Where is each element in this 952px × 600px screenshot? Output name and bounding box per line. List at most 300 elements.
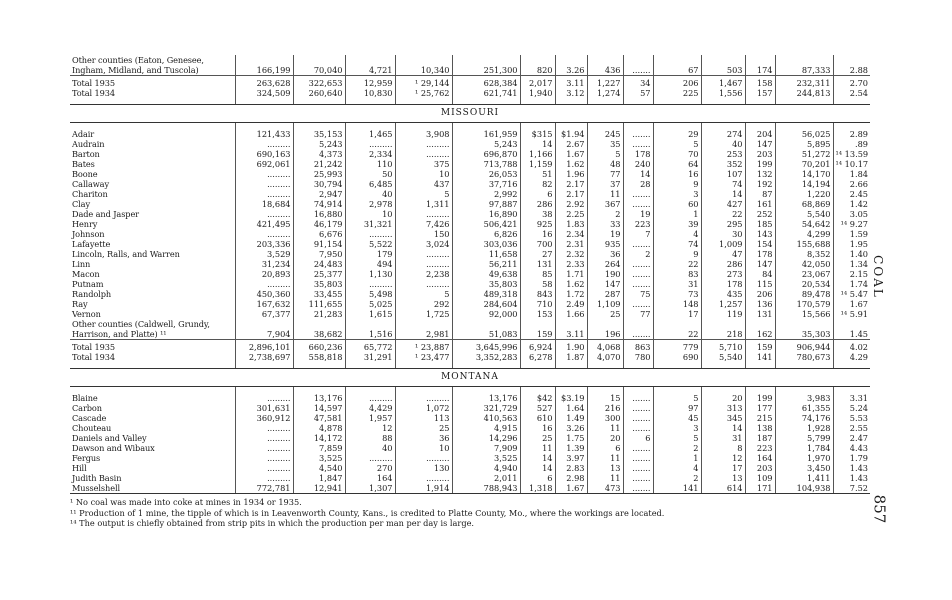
table-cell: 5,710 — [701, 340, 745, 353]
table-cell: 5,895 — [775, 139, 833, 149]
table-cell: 2.33 — [555, 259, 587, 269]
table-row — [70, 259, 870, 269]
table-cell: ......... — [235, 473, 293, 483]
table-cell: 8,352 — [775, 249, 833, 259]
table-cell: 788,943 — [452, 483, 520, 493]
table-cell: 35,153 — [293, 129, 345, 139]
table-cell: 57 — [623, 88, 653, 98]
table-cell: 1,274 — [587, 88, 623, 98]
row-label: Clay — [72, 199, 90, 209]
table-cell: 2.17 — [555, 179, 587, 189]
table-cell: 1.43 — [833, 473, 870, 483]
table-cell: ......... — [235, 279, 293, 289]
table-cell: 5,540 — [701, 352, 745, 362]
table-cell: 3,450 — [775, 463, 833, 473]
footnote: ¹ No coal was made into coke at mines in 1934 or 1935. — [70, 497, 302, 507]
table-cell: $42 — [520, 393, 555, 403]
table-cell: 494 — [345, 259, 395, 269]
table-cell: 11 — [587, 453, 623, 463]
table-cell: 628,384 — [452, 76, 520, 89]
total-row — [70, 352, 870, 362]
table-cell: 164 — [345, 473, 395, 483]
row-label: Blaine — [72, 393, 98, 403]
montana-table — [70, 387, 870, 493]
table-cell — [745, 55, 775, 65]
table-cell: 130 — [395, 463, 452, 473]
table-cell — [452, 319, 520, 329]
row-label: Harrison, and Platte) ¹¹ — [72, 329, 167, 339]
table-cell: 141 — [653, 483, 701, 493]
table-cell: 660,236 — [293, 340, 345, 353]
table-cell: 2.15 — [833, 269, 870, 279]
table-cell: 5,243 — [293, 139, 345, 149]
table-cell: 1,009 — [701, 239, 745, 249]
table-cell: 82 — [520, 179, 555, 189]
table-cell: 143 — [745, 229, 775, 239]
table-cell: 3.05 — [833, 209, 870, 219]
table-cell: ......... — [235, 443, 293, 453]
table-cell: 29 — [653, 129, 701, 139]
table-cell: 1,914 — [395, 483, 452, 493]
table-cell: 206 — [745, 289, 775, 299]
table-cell: ......... — [345, 279, 395, 289]
table-cell: 85 — [520, 269, 555, 279]
table-cell: 33,455 — [293, 289, 345, 299]
table-cell: 13,176 — [293, 393, 345, 403]
table-cell: 164 — [745, 453, 775, 463]
table-cell: 13 — [587, 463, 623, 473]
table-cell: 1.84 — [833, 169, 870, 179]
table-cell: 111,655 — [293, 299, 345, 309]
table-cell: 1.83 — [555, 219, 587, 229]
missouri-table — [70, 123, 870, 368]
table-row — [70, 139, 870, 149]
table-row — [70, 309, 870, 319]
table-cell: 223 — [745, 443, 775, 453]
table-cell: ....... — [623, 413, 653, 423]
table-cell: 2.32 — [555, 249, 587, 259]
table-row — [70, 189, 870, 199]
table-cell: 4,721 — [345, 65, 395, 76]
table-cell: 6 — [520, 473, 555, 483]
table-cell: 5,243 — [452, 139, 520, 149]
table-cell: 9 — [653, 249, 701, 259]
table-cell — [587, 55, 623, 65]
table-cell: 7.52 — [833, 483, 870, 493]
table-cell: 225 — [653, 88, 701, 98]
table-cell: 253 — [701, 149, 745, 159]
footnote-divider — [70, 493, 870, 494]
table-cell: 4,940 — [452, 463, 520, 473]
table-cell: 352 — [701, 159, 745, 169]
table-cell: 87 — [745, 189, 775, 199]
table-cell: 61,355 — [775, 403, 833, 413]
table-row — [70, 55, 870, 65]
table-cell: 203,336 — [235, 239, 293, 249]
table-cell: 178 — [745, 249, 775, 259]
table-cell: 2,947 — [293, 189, 345, 199]
table-cell: 40 — [345, 443, 395, 453]
table-cell: 4.29 — [833, 352, 870, 362]
table-cell: 1,940 — [520, 88, 555, 98]
table-cell: 19 — [623, 209, 653, 219]
table-cell: 270 — [345, 463, 395, 473]
table-cell: 12,959 — [345, 76, 395, 89]
table-cell: 1,928 — [775, 423, 833, 433]
table-cell: 33 — [587, 219, 623, 229]
table-cell: 203 — [745, 463, 775, 473]
top-table-body — [70, 55, 870, 104]
row-label: Lafayette — [72, 239, 111, 249]
table-cell — [452, 55, 520, 65]
table-cell: ......... — [395, 149, 452, 159]
table-cell: 7 — [623, 229, 653, 239]
table-cell: ....... — [623, 65, 653, 76]
table-cell: 74,176 — [775, 413, 833, 423]
table-cell: 1,159 — [520, 159, 555, 169]
table-cell: 506,421 — [452, 219, 520, 229]
table-cell: 232,311 — [775, 76, 833, 89]
table-cell: 25 — [395, 423, 452, 433]
table-cell: 4,299 — [775, 229, 833, 239]
table-cell: 68,869 — [775, 199, 833, 209]
table-cell: ¹⁴ 9.27 — [833, 219, 870, 229]
table-cell: ......... — [235, 453, 293, 463]
table-cell: 1.95 — [833, 239, 870, 249]
row-label: Other counties (Eaton, Genesee, — [72, 55, 204, 65]
total-row — [70, 76, 870, 89]
table-row — [70, 239, 870, 249]
table-cell: 56,211 — [452, 259, 520, 269]
row-label: Carbon — [72, 403, 102, 413]
table-cell: ....... — [623, 403, 653, 413]
table-cell: 89,478 — [775, 289, 833, 299]
table-cell: 489,318 — [452, 289, 520, 299]
table-cell: 1,784 — [775, 443, 833, 453]
table-cell: 450,360 — [235, 289, 293, 299]
table-cell: 22 — [653, 329, 701, 340]
row-label: Daniels and Valley — [72, 433, 147, 443]
table-cell: 3,529 — [235, 249, 293, 259]
table-cell: ¹⁴ 13.59 — [833, 149, 870, 159]
table-cell: 436 — [587, 65, 623, 76]
table-cell: 421,495 — [235, 219, 293, 229]
table-cell: 5 — [587, 149, 623, 159]
table-cell: 14,597 — [293, 403, 345, 413]
table-cell: 621,741 — [452, 88, 520, 98]
footnote: ¹¹ Production of 1 mine, the tipple of which is in Leavenworth County, Kans., is credited to Platte County, Mo., where the workings are located. — [70, 507, 665, 518]
table-cell: 780 — [623, 352, 653, 362]
table-cell: 15 — [587, 393, 623, 403]
table-cell: 5,540 — [775, 209, 833, 219]
row-label: Macon — [72, 269, 100, 279]
table-cell: 65,772 — [345, 340, 395, 353]
table-cell: 2.98 — [555, 473, 587, 483]
table-cell: 67,377 — [235, 309, 293, 319]
table-cell: ¹⁴ 10.17 — [833, 159, 870, 169]
table-cell: 3,645,996 — [452, 340, 520, 353]
table-cell: 27 — [520, 249, 555, 259]
table-cell: 174 — [745, 65, 775, 76]
table-cell: 34 — [623, 76, 653, 89]
table-cell: 115 — [745, 279, 775, 289]
table-cell — [293, 55, 345, 65]
table-cell: 23,067 — [775, 269, 833, 279]
table-cell: ¹⁴ 5.47 — [833, 289, 870, 299]
table-cell: 1.67 — [555, 483, 587, 493]
table-cell — [701, 319, 745, 329]
table-cell: 22 — [701, 209, 745, 219]
table-cell: 3.11 — [555, 329, 587, 340]
total-row — [70, 340, 870, 353]
table-cell: 2 — [587, 209, 623, 219]
page-number: 857 — [870, 494, 889, 524]
montana-heading: MONTANA — [70, 368, 870, 387]
table-cell: 166,199 — [235, 65, 293, 76]
table-cell: 2.47 — [833, 433, 870, 443]
table-cell: ....... — [623, 189, 653, 199]
table-cell: 321,729 — [452, 403, 520, 413]
table-cell: 154 — [745, 239, 775, 249]
table-cell: 73 — [653, 289, 701, 299]
table-cell — [745, 319, 775, 329]
table-cell: 1,465 — [345, 129, 395, 139]
row-label: Cascade — [72, 413, 107, 423]
table-cell: 11 — [587, 473, 623, 483]
table-cell: 26,053 — [452, 169, 520, 179]
table-cell: 25 — [587, 309, 623, 319]
table-cell — [701, 55, 745, 65]
table-cell: 820 — [520, 65, 555, 76]
table-cell: 2.55 — [833, 423, 870, 433]
table-cell: 19 — [587, 229, 623, 239]
table-cell: 300 — [587, 413, 623, 423]
table-cell: 25 — [520, 433, 555, 443]
table-cell: 2,238 — [395, 269, 452, 279]
row-label: Audrain — [72, 139, 105, 149]
table-cell: 31 — [701, 433, 745, 443]
row-label: Judith Basin — [72, 473, 122, 483]
table-cell: 779 — [653, 340, 701, 353]
table-cell: 113 — [395, 413, 452, 423]
footnote: ¹⁴ The output is chiefly obtained from strip pits in which the production per man per day is large. — [70, 518, 475, 528]
table-cell: 3.97 — [555, 453, 587, 463]
table-cell: ......... — [235, 229, 293, 239]
table-cell: 20 — [587, 433, 623, 443]
table-cell — [775, 319, 833, 329]
table-cell: 136 — [745, 299, 775, 309]
table-row — [70, 403, 870, 413]
table-cell: 260,640 — [293, 88, 345, 98]
table-cell: 13 — [701, 473, 745, 483]
table-cell: 74 — [701, 179, 745, 189]
table-cell: 5,799 — [775, 433, 833, 443]
table-cell: 8 — [701, 443, 745, 453]
table-row — [70, 319, 870, 329]
table-cell: ......... — [235, 139, 293, 149]
table-cell: 696,870 — [452, 149, 520, 159]
table-cell: 360,912 — [235, 413, 293, 423]
table-cell: ....... — [623, 139, 653, 149]
table-cell: 2.89 — [833, 129, 870, 139]
table-cell: 690,163 — [235, 149, 293, 159]
table-cell: $315 — [520, 129, 555, 139]
table-cell: 1,847 — [293, 473, 345, 483]
table-cell: 240 — [623, 159, 653, 169]
table-cell: 88 — [345, 433, 395, 443]
table-cell: 161,959 — [452, 129, 520, 139]
table-cell: 3,983 — [775, 393, 833, 403]
table-cell — [775, 55, 833, 65]
table-cell: 1,467 — [701, 76, 745, 89]
table-cell: 692,061 — [235, 159, 293, 169]
table-cell: ....... — [623, 239, 653, 249]
table-cell: 64 — [653, 159, 701, 169]
table-row — [70, 443, 870, 453]
table-cell: 437 — [395, 179, 452, 189]
table-cell: 2,011 — [452, 473, 520, 483]
table-cell: 14 — [520, 463, 555, 473]
table-row — [70, 219, 870, 229]
table-cell: 1,227 — [587, 76, 623, 89]
table-cell: 3,908 — [395, 129, 452, 139]
table-row — [70, 229, 870, 239]
table-cell: 375 — [395, 159, 452, 169]
table-row — [70, 393, 870, 403]
row-label: Boone — [72, 169, 98, 179]
table-row — [70, 453, 870, 463]
table-cell: 16,880 — [293, 209, 345, 219]
table-cell: 610 — [520, 413, 555, 423]
table-cell: 2.88 — [833, 65, 870, 76]
table-cell: 37 — [587, 179, 623, 189]
table-cell: 25,993 — [293, 169, 345, 179]
table-cell: 36 — [587, 249, 623, 259]
table-cell: 4,915 — [452, 423, 520, 433]
table-cell: 58 — [520, 279, 555, 289]
table-cell: 157 — [745, 88, 775, 98]
table-cell: 780,673 — [775, 352, 833, 362]
table-cell: ....... — [623, 199, 653, 209]
table-cell: 2,981 — [395, 329, 452, 340]
table-cell: 199 — [745, 393, 775, 403]
table-cell: 3.26 — [555, 65, 587, 76]
row-label: Linn — [72, 259, 91, 269]
table-cell: 527 — [520, 403, 555, 413]
table-cell: 132 — [745, 169, 775, 179]
table-cell: 863 — [623, 340, 653, 353]
missouri-heading: MISSOURI — [70, 104, 870, 123]
table-cell: 22 — [653, 259, 701, 269]
table-cell: 5,025 — [345, 299, 395, 309]
table-row — [70, 433, 870, 443]
table-cell: 273 — [701, 269, 745, 279]
table-cell: 12 — [345, 423, 395, 433]
table-cell: 710 — [520, 299, 555, 309]
table-cell: 1.67 — [833, 299, 870, 309]
table-cell: ....... — [623, 483, 653, 493]
table-row — [70, 249, 870, 259]
table-cell: 7,426 — [395, 219, 452, 229]
row-label: Chariton — [72, 189, 108, 199]
table-cell: 2 — [653, 473, 701, 483]
table-cell: 3,525 — [293, 453, 345, 463]
table-cell: 74,914 — [293, 199, 345, 209]
table-cell: 60 — [653, 199, 701, 209]
table-cell: 295 — [701, 219, 745, 229]
table-cell: $3.19 — [555, 393, 587, 403]
table-row — [70, 279, 870, 289]
table-cell: 11,658 — [452, 249, 520, 259]
table-cell: ....... — [623, 279, 653, 289]
table-cell: 4,540 — [293, 463, 345, 473]
table-cell: 35,803 — [293, 279, 345, 289]
table-cell: 147 — [587, 279, 623, 289]
row-label: Fergus — [72, 453, 101, 463]
table-cell — [235, 319, 293, 329]
table-cell: 9 — [653, 179, 701, 189]
table-cell: 367 — [587, 199, 623, 209]
table-cell: 203 — [745, 149, 775, 159]
row-label: Total 1935 — [70, 76, 235, 89]
table-cell: 83 — [653, 269, 701, 279]
table-cell: 14 — [520, 453, 555, 463]
table-cell: 2,896,101 — [235, 340, 293, 353]
table-cell: 37,716 — [452, 179, 520, 189]
table-cell: 16 — [520, 229, 555, 239]
table-cell: 97 — [653, 403, 701, 413]
table-cell: 1.42 — [833, 199, 870, 209]
table-cell: 70 — [653, 149, 701, 159]
table-cell: 5 — [653, 433, 701, 443]
table-cell: 110 — [345, 159, 395, 169]
table-cell: ....... — [623, 259, 653, 269]
table-cell: .89 — [833, 139, 870, 149]
table-cell: 1.75 — [555, 433, 587, 443]
table-row — [70, 269, 870, 279]
table-cell: 5 — [395, 289, 452, 299]
table-cell: 31,234 — [235, 259, 293, 269]
table-cell: 84 — [745, 269, 775, 279]
table-cell: 14,172 — [293, 433, 345, 443]
table-cell: 1.87 — [555, 352, 587, 362]
table-row — [70, 289, 870, 299]
table-cell: 147 — [745, 259, 775, 269]
table-cell: 177 — [745, 403, 775, 413]
table-cell: 24,483 — [293, 259, 345, 269]
table-cell: 131 — [520, 259, 555, 269]
table-cell: 1,516 — [345, 329, 395, 340]
table-cell: 10 — [395, 443, 452, 453]
table-cell: 1.62 — [555, 159, 587, 169]
table-cell: 199 — [745, 159, 775, 169]
table-cell: 51 — [520, 169, 555, 179]
row-label: Chouteau — [72, 423, 112, 433]
table-cell: 427 — [701, 199, 745, 209]
table-cell: 171 — [745, 483, 775, 493]
table-cell: 16 — [653, 169, 701, 179]
row-label: Hill — [72, 463, 87, 473]
table-cell: 36 — [395, 433, 452, 443]
table-cell: 20,893 — [235, 269, 293, 279]
table-cell: 178 — [623, 149, 653, 159]
table-cell: 16,890 — [452, 209, 520, 219]
table-cell: 274 — [701, 129, 745, 139]
table-cell: $1.94 — [555, 129, 587, 139]
table-cell: 6,278 — [520, 352, 555, 362]
table-cell: 1.64 — [555, 403, 587, 413]
table-cell: 40 — [345, 189, 395, 199]
